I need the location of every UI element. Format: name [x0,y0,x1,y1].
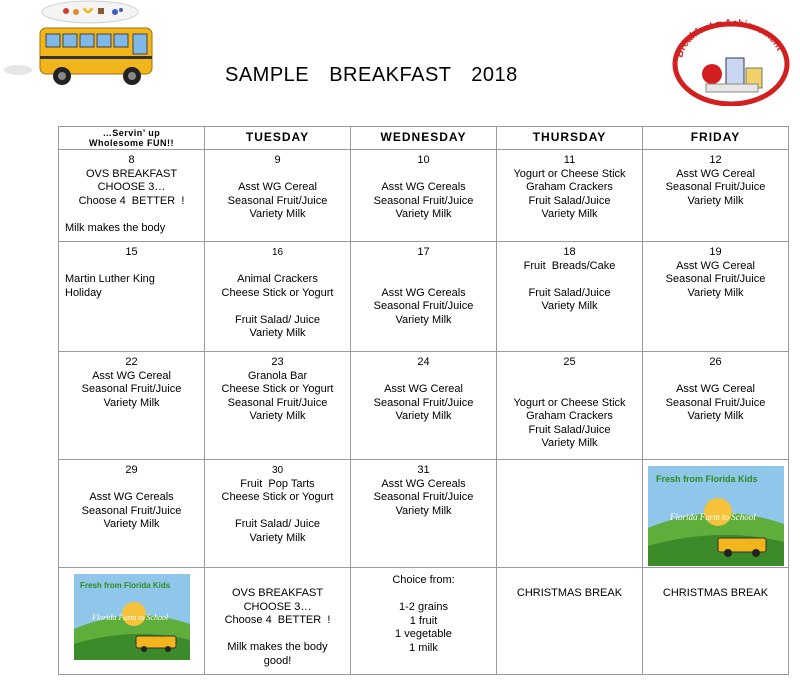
menu-line: Seasonal Fruit/Juice [665,396,766,409]
ffk-logo-cell [643,460,789,568]
menu-line: Granola Bar [247,369,308,382]
day-cell [205,460,351,568]
menu-line [351,260,496,274]
christmas-break-label: CHRISTMAS BREAK [516,587,623,599]
footer-choice-line: 1 milk [409,641,438,654]
menu-line: Asst WG Cereals [381,286,466,299]
footer-ovs-line [205,628,350,642]
footer-ovs-line: Milk makes the body [227,641,328,653]
menu-line: Variety Milk [687,286,744,299]
menu-line: Fruit Breads/Cake [523,259,616,272]
header-row [59,127,789,150]
day-header-thursday: THURSDAY [497,127,643,150]
footer-ovs-line: Choose 4 BETTER ! [224,614,331,626]
calendar-week-row [59,242,789,352]
day-number: 16 [271,247,284,258]
tagline-line-1: …Servin’ up [102,128,161,138]
day-cell [205,150,351,242]
menu-line [497,273,642,287]
menu-line: Variety Milk [249,208,306,220]
menu-line [205,260,350,274]
calendar-week-row [59,150,789,242]
footer-ovs-line: CHOOSE 3… [243,600,312,613]
ffk-logo-cell [59,568,205,675]
menu-line: OVS BREAKFAST [85,167,178,180]
menu-line: Variety Milk [687,194,744,207]
footer-ovs-line: OVS BREAKFAST [231,587,324,599]
day-cell [497,352,643,460]
menu-line: Variety Milk [249,531,306,544]
menu-line: Variety Milk [395,208,452,220]
ffk-line1: Fresh from Florida Kids [655,474,758,484]
calendar-week-row [59,460,789,568]
menu-line: Fruit Salad/Juice [528,194,611,207]
menu-line: Animal Crackers [237,273,318,285]
menu-line: Cheese Stick or Yogurt [221,286,334,299]
menu-line [59,208,204,222]
day-number: 19 [709,246,722,258]
menu-line [351,273,496,287]
menu-line: Variety Milk [103,396,160,409]
tagline-line-2: Wholesome FUN!! [89,138,174,148]
thought-bubble-icon [42,1,138,23]
menu-line [643,370,788,384]
footer-choice-line: 1 vegetable [395,628,452,640]
bus-icon [4,28,152,85]
day-header-wednesday: WEDNESDAY [351,127,497,150]
calendar-week-row [59,352,789,460]
day-number: 25 [563,356,576,368]
day-number: 11 [563,154,576,166]
menu-line: Asst WG Cereal [238,181,317,193]
footer-choice-line [351,588,496,602]
day-cell [59,242,205,352]
menu-line: Asst WG Cereal [92,369,171,382]
day-cell [351,352,497,460]
day-number: 15 [125,246,138,258]
ffk-line1: Fresh from Florida Kids [79,581,170,590]
day-cell [643,150,789,242]
day-cell [351,150,497,242]
menu-line: Martin Luther King [65,273,155,285]
day-number: 18 [563,246,576,258]
menu-line: Yogurt or Cheese Stick [513,167,626,180]
day-cell [59,460,205,568]
menu-line: Variety Milk [541,300,598,312]
footer-row [59,568,789,675]
menu-line: Yogurt or Cheese Stick [513,396,626,409]
menu-line: Variety Milk [395,313,452,326]
menu-line: Choose 4 BETTER ! [78,194,185,207]
menu-line: Variety Milk [249,327,306,339]
menu-line: Asst WG Cereal [676,383,755,395]
menu-line: Milk makes the body [65,221,166,234]
menu-line: Seasonal Fruit/Juice [373,396,474,409]
menu-line [497,383,642,397]
menu-line [205,168,350,182]
day-number: 24 [417,356,430,368]
menu-line: Fruit Salad/Juice [528,286,611,299]
day-cell [497,150,643,242]
menu-line: Seasonal Fruit/Juice [81,383,182,395]
footer-ovs-line: good! [263,654,292,667]
school-bus-illustration [0,0,170,95]
menu-line: Variety Milk [395,410,452,422]
day-number: 8 [128,154,135,166]
menu-line: Seasonal Fruit/Juice [227,194,328,207]
day-number: 31 [417,464,430,476]
day-number: 23 [271,356,284,368]
menu-line: Asst WG Cereal [676,259,755,272]
menu-line: Variety Milk [103,518,160,530]
day-cell [351,242,497,352]
day-cell [205,242,351,352]
menu-line: Fruit Pop Tarts [240,477,315,490]
menu-line: Graham Crackers [526,410,613,422]
menu-line: Variety Milk [541,208,598,220]
day-cell [497,242,643,352]
day-cell [497,460,643,568]
menu-line [205,505,350,519]
day-number: 10 [417,154,430,166]
menu-line: Asst WG Cereal [676,167,755,180]
menu-line: Seasonal Fruit/Juice [665,273,766,285]
menu-line: Cheese Stick or Yogurt [221,383,334,395]
menu-line: CHOOSE 3… [97,181,166,193]
footer-choice-line: 1 fruit [409,614,438,627]
christmas-break-friday [643,568,789,675]
menu-line: Variety Milk [541,437,598,449]
menu-line [351,370,496,384]
menu-line: Seasonal Fruit/Juice [665,181,766,193]
footer-choice-line: Choice from: [392,574,455,586]
menu-line: Holiday [65,286,102,299]
day-number: 30 [271,465,284,476]
day-number: 22 [125,356,138,368]
calendar-body [59,150,789,568]
christmas-break-label: CHRISTMAS BREAK [662,587,769,599]
tagline-header [59,127,205,150]
menu-line: Seasonal Fruit/Juice [373,300,474,312]
choice-footer-cell [351,568,497,675]
page-title: SAMPLE BREAKFAST 2018 [225,64,518,86]
menu-line: Seasonal Fruit/Juice [81,504,182,517]
menu-line [59,260,204,274]
menu-line: Asst WG Cereal [384,383,463,395]
menu-line [351,168,496,182]
day-cell [59,150,205,242]
menu-line: Variety Milk [395,504,452,517]
breakfast-achievement-logo [672,18,790,106]
menu-line: Fruit Salad/ Juice [235,313,320,326]
menu-line: Asst WG Cereals [89,491,174,503]
menu-line: Fruit Salad/ Juice [235,518,320,530]
breakfast-calendar [58,126,789,675]
menu-line: Cheese Stick or Yogurt [221,491,334,503]
ffk-line2: Florida Farm to School [669,512,756,522]
menu-line: Fruit Salad/Juice [528,423,611,436]
menu-line: Asst WG Cereals [381,181,466,193]
menu-line: Seasonal Fruit/Juice [373,491,474,503]
day-header-friday: FRIDAY [643,127,789,150]
menu-line [205,300,350,314]
menu-line [497,370,642,384]
menu-line [59,478,204,492]
day-cell [59,352,205,460]
menu-line: Seasonal Fruit/Juice [227,396,328,409]
day-cell [351,460,497,568]
menu-line: Asst WG Cereals [381,477,466,490]
day-header-tuesday: TUESDAY [205,127,351,150]
day-cell [643,352,789,460]
day-number: 26 [709,356,722,368]
day-number: 9 [274,154,281,166]
logo-text: Breakfast = Achievement [674,18,785,59]
day-cell [643,242,789,352]
day-number: 12 [709,154,722,166]
ovs-footer-cell [205,568,351,675]
fresh-from-florida-kids-logo [648,466,784,566]
day-number: 17 [417,246,430,258]
day-cell [205,352,351,460]
ffk-line2: Florida Farm to School [91,613,168,622]
footer-choice-line: 1-2 grains [399,601,448,613]
menu-line: Variety Milk [249,410,306,422]
fresh-from-florida-kids-logo [74,574,190,660]
day-number: 29 [125,464,138,476]
menu-line: Variety Milk [687,410,744,422]
menu-line: Seasonal Fruit/Juice [373,194,474,207]
christmas-break-thursday [497,568,643,675]
menu-line: Graham Crackers [526,181,613,193]
